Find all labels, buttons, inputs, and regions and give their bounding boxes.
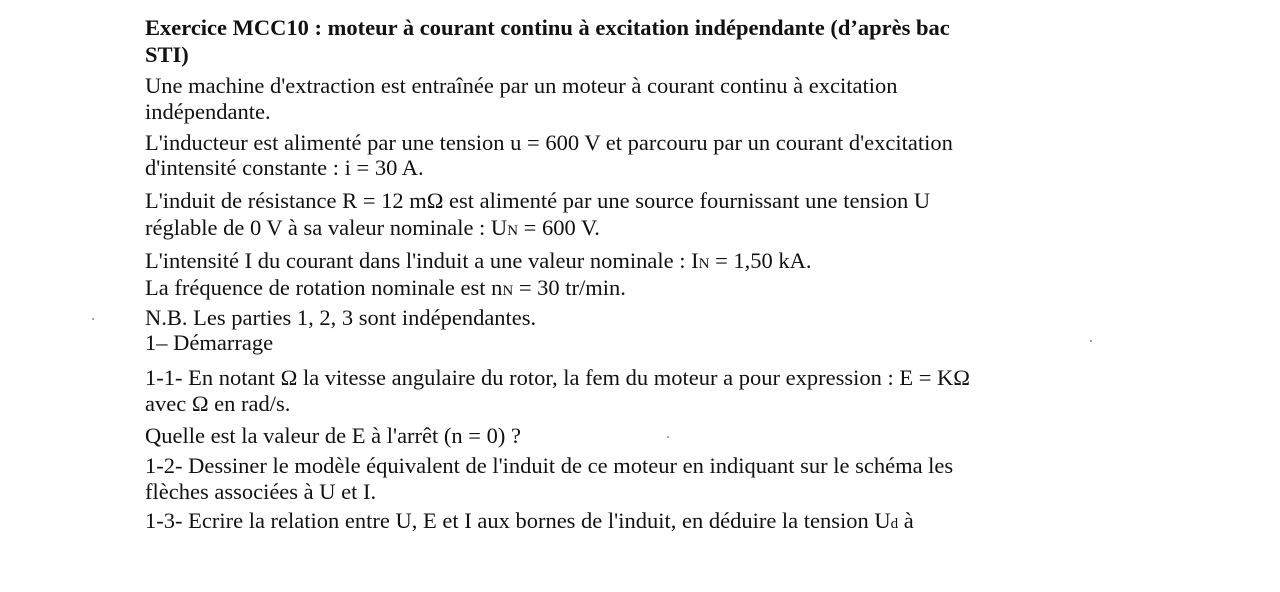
subscript: N	[502, 283, 514, 299]
paragraph-line: N.B. Les parties 1, 2, 3 sont indépendantes.	[145, 305, 537, 330]
subscript: N	[698, 256, 710, 272]
paragraph-line: d'intensité constante : i = 30 A.	[145, 155, 424, 180]
text: réglable de 0 V à sa valeur nominale : U	[145, 215, 508, 240]
paragraph-line	[145, 248, 812, 277]
paragraph-line: L'inducteur est alimenté par une tension u = 600 V et parcouru par un courant d'excitation	[145, 130, 953, 155]
paragraph-line	[145, 275, 626, 304]
paragraph-line: Une machine d'extraction est entraînée par un moteur à courant continu à excitation	[145, 73, 898, 98]
section-heading: 1– Démarrage	[145, 330, 274, 355]
question-line	[145, 508, 914, 537]
paragraph-line	[145, 215, 600, 244]
text: = 600 V.	[518, 215, 600, 240]
subscript: N	[507, 223, 519, 239]
question-line: Quelle est la valeur de E à l'arrêt (n = 0) ?	[145, 423, 521, 448]
scan-speck	[92, 318, 94, 320]
exercise-title-cont: STI)	[145, 42, 189, 67]
question-line: flèches associées à U et I.	[145, 479, 377, 504]
scan-speck	[667, 436, 669, 438]
question-line: avec Ω en rad/s.	[145, 391, 291, 416]
question-line: 1-2- Dessiner le modèle équivalent de l'induit de ce moteur en indiquant sur le schéma les	[145, 453, 954, 478]
text: La fréquence de rotation nominale est n	[145, 275, 503, 300]
text: = 30 tr/min.	[513, 275, 626, 300]
paragraph-line: L'induit de résistance R = 12 mΩ est alimenté par une source fournissant une tension U	[145, 188, 931, 213]
text: à	[898, 508, 914, 533]
subscript: d	[890, 516, 899, 532]
paragraph-line: indépendante.	[145, 99, 271, 124]
scan-speck	[1090, 340, 1092, 342]
question-line: 1-1- En notant Ω la vitesse angulaire du rotor, la fem du moteur a pour expression : E = KΩ	[145, 365, 971, 390]
exercise-title: Exercice MCC10 : moteur à courant continu à excitation indépendante (d’après bac	[145, 15, 950, 40]
text: 1-3- Ecrire la relation entre U, E et I aux bornes de l'induit, en déduire la tension U	[145, 508, 891, 533]
text: = 1,50 kA.	[709, 248, 812, 273]
text: L'intensité I du courant dans l'induit a une valeur nominale : I	[145, 248, 699, 273]
